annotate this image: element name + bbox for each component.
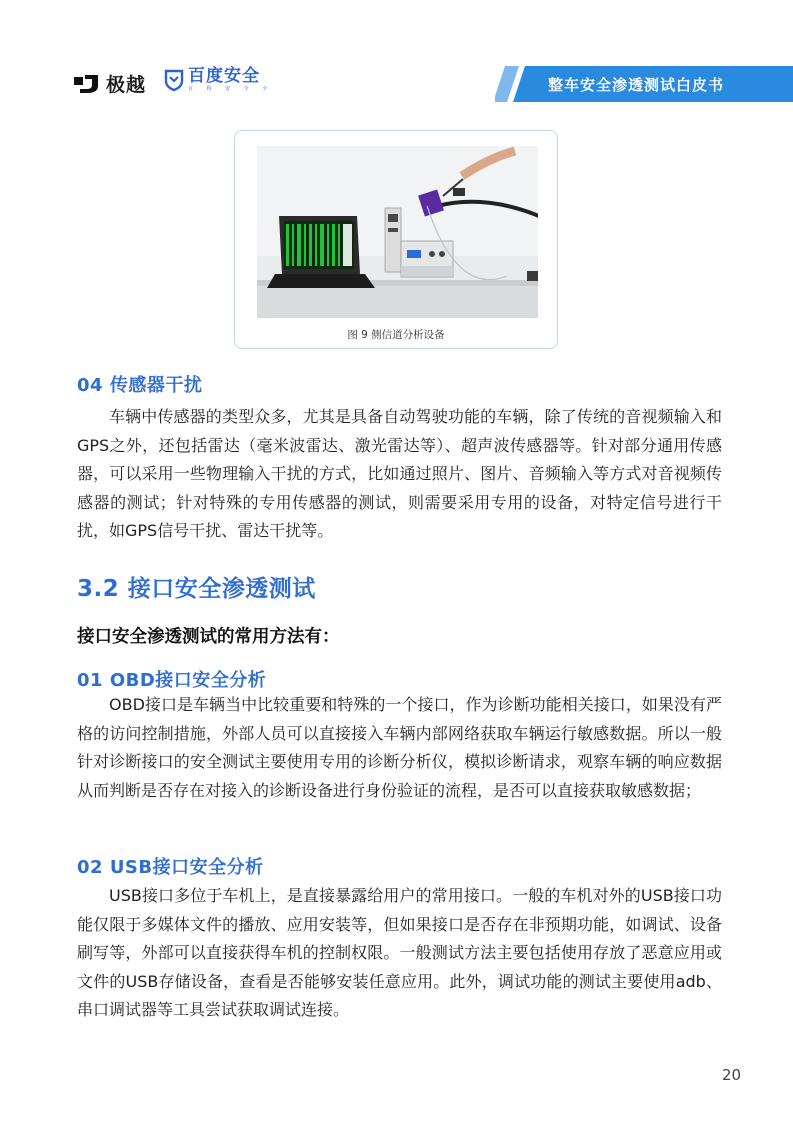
jiyue-logo bbox=[74, 70, 146, 97]
usb-paragraph: USB接口多位于车机上，是直接暴露给用户的常用接口。一般的车机对外的USB接口功能仅限于多媒体文件的播放、应用安装等，但如果接口是否存在非预期功能，如调试、设备刷写等，外部可以直接获得车机的控制权限。一般测试方法主要包括使用存放了恶意应用或文件的USB存储设备，查看是否能够安装任意应用。此外，调试功能的测试主要使用adb、串口调试器等工具尝试获取调试连接。 bbox=[77, 886, 722, 1020]
side-channel-equipment-photo bbox=[257, 146, 538, 318]
baidu-brand-sub: 百 科 安 全 全 bbox=[188, 86, 274, 92]
obd-heading: 01 OBD接口安全分析 bbox=[77, 670, 267, 691]
interface-section-heading: 3.2 接口安全渗透测试 bbox=[77, 576, 316, 602]
interface-methods-intro: 接口安全渗透测试的常用方法有： bbox=[77, 627, 340, 647]
sensor-interference-paragraph: 车辆中传感器的类型众多，尤其是具备自动驾驶功能的车辆，除了传统的音视频输入和GPS之外，还包括雷达（毫米波雷达、激光雷达等）、超声波传感器等。针对部分通用传感器，可以采用一些物理输入干扰的方式，比如通过照片、图片、音频输入等方式对音视频传感器的测试；针对特殊的专用传感器的测试，则需要采用专用的设备，对特定信号进行干扰，如GPS信号干扰、雷达干扰等。 bbox=[77, 407, 722, 541]
figure-caption: 图 9 侧信道分析设备 bbox=[347, 329, 445, 341]
baidu-security-logo bbox=[164, 68, 273, 92]
figure-frame bbox=[234, 130, 558, 349]
page-header bbox=[0, 0, 793, 110]
usb-heading: 02 USB接口安全分析 bbox=[77, 857, 264, 878]
document-title: 整车安全渗透测试白皮书 bbox=[548, 76, 725, 94]
obd-paragraph: OBD接口是车辆当中比较重要和特殊的一个接口，作为诊断功能相关接口，如果没有严格的访问控制措施，外部人员可以直接接入车辆内部网络获取车辆运行敏感数据。所以一般针对诊断接口的安全测试主要使用专用的诊断分析仪，模拟诊断请求，观察车辆的响应数据从而判断是否存在对接入的诊断设备进行身份验证的流程，是否可以直接获取敏感数据； bbox=[77, 695, 722, 800]
sensor-interference-heading: 04 传感器干扰 bbox=[77, 375, 203, 396]
jiyue-brand-name: 极越 bbox=[106, 74, 147, 96]
shield-icon bbox=[164, 69, 184, 91]
page-number: 20 bbox=[722, 1066, 742, 1084]
baidu-brand-name: 百度安全 bbox=[188, 66, 260, 86]
jiyue-logo-icon bbox=[74, 74, 98, 94]
